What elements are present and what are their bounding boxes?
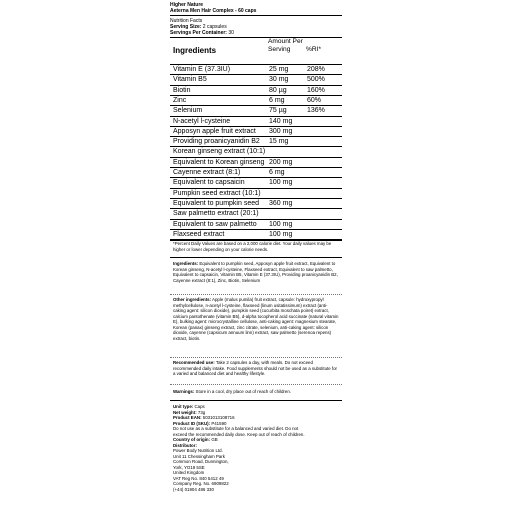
product-sku: Product ID (SKU): P41590 (173, 420, 227, 426)
nutrient-amount: 360 mg (269, 199, 293, 207)
nutrient-ri: 208% (307, 66, 325, 73)
nutrient-name: Vitamin E (37.3IU) (173, 66, 231, 73)
address-line: Power Body Nutrition Ltd. (173, 448, 223, 453)
nutrient-name: Korean ginseng extract (10:1) (173, 148, 266, 156)
nutrient-amount: 75 µg (269, 107, 287, 115)
nutrient-ri: 136% (307, 107, 325, 115)
nutrient-amount: 300 mg (269, 127, 293, 135)
nutrient-name: Equivalent to capsaicin (173, 179, 245, 187)
row-divider (170, 146, 342, 147)
row-divider (170, 95, 342, 96)
nutrient-amount: 30 mg (269, 76, 289, 84)
address-line: York, YO19 5SE (173, 464, 205, 470)
recommended-use-text: Recommended use: Take 2 capsules a day, with meals. Do not exceed recommended daily intake. Food supplements should not be used as a substitute for a varied and balanced diet and healthy lifestyle. (173, 360, 338, 376)
row-divider (170, 74, 342, 75)
nutrient-amount: 100 mg (269, 220, 293, 228)
net-weight: Net weight: 73g (173, 409, 206, 415)
divider (170, 357, 342, 358)
supplement-facts-panel (170, 0, 342, 510)
nutrient-name: Selenium (173, 107, 203, 115)
nutrient-amount: 25 mg (269, 66, 289, 73)
nutrient-name: Pumpkin seed extract (10:1) (173, 189, 261, 197)
row-divider (170, 116, 342, 117)
nutrient-amount: 100 mg (269, 179, 293, 187)
row-divider (170, 157, 342, 158)
nutrient-amount: 6 mg (269, 96, 285, 104)
country-of-origin: Country of origin: GB (173, 437, 218, 442)
row-divider (170, 136, 342, 137)
row-divider (170, 167, 342, 168)
nutrient-name: Cayenne extract (8:1) (173, 169, 241, 176)
row-divider (170, 126, 342, 127)
footnote-rule (170, 257, 342, 258)
address-line: Company Reg. No. 6909822 (173, 481, 229, 486)
column-ri: %RI* (306, 46, 322, 53)
row-divider (170, 177, 342, 178)
product-name: Aeterna Men Hair Complex - 60 caps (170, 8, 257, 14)
product-info (173, 404, 339, 492)
row-divider (170, 64, 342, 65)
nutrient-name: Saw palmetto extract (20:1) (173, 210, 259, 218)
ingredients-text: Ingredients: Equivalent to pumpkin seed, Apposyn apple fruit extract, Equivalent to Korean ginseng, N-acetyl l-cysteine, Flaxseed extract, Equivalent to saw palmetto, Equivalent to capsaicin, Vitamin B5, Vitamin E (37.3IU), Providing proanicyanidin B2, Cayenne extract (8:1), Zinc, Biotin, Selenium (173, 261, 338, 283)
divider (170, 384, 342, 385)
nutrient-amount: 15 mg (269, 138, 289, 146)
footnote: *Percent Daily Values are based on a 2,000 calorie diet. Your daily values may be higher or lower depending on your calorie needs. (173, 241, 332, 252)
address-line: United Kingdom (173, 470, 205, 475)
row-divider (170, 198, 342, 199)
row-divider (170, 219, 342, 220)
nutrient-name: Equivalent to pumpkin seed (173, 199, 259, 207)
address-line: VAT Reg No. 840 5412 49 (173, 475, 224, 481)
header-rule (170, 15, 342, 16)
facts-title: Nutrition Facts (170, 18, 203, 24)
nutrient-amount: 140 mg (269, 117, 293, 125)
address-line: Unit 11 Chessingham Park (173, 453, 225, 459)
nutrient-name: N-acetyl l-cysteine (173, 117, 231, 125)
nutrient-name: Biotin (173, 86, 191, 94)
row-divider (170, 208, 342, 209)
nutrient-name: Flaxseed extract (173, 230, 225, 238)
nutrient-name: Apposyn apple fruit extract (173, 127, 256, 135)
usage-note: Do not use as a substitute for a balanced and varied diet. Do not (173, 426, 299, 431)
other-ingredients-text: Other ingredients: Apple (malus pumila) fruit extract, capsule: hydroxypropyl methylcellulose, n-acetyl l-cysteine, flaxseed (linum usitatissimum) extract (anti-caking agent: silicon dioxide), pumpkin seed (cucurbita moschata poiret) extract, calcium pantothenate (vitamin B5), d-alpha tocopherol acid succinate (natural vitamin E), bulking agent: microcrystalline cellulose, anti-caking agent: magnesium stearate, Korean (panax) ginseng extract, zinc citrate, selenium, anti-caking agent: silicon dioxide, cayenne (capsicum annuum linn) extract, saw palmetto (serenoa repens) extract, biotin. (173, 297, 339, 341)
address-line: Common Road, Dunnington, (173, 459, 229, 464)
nutrient-name: Equivalent to saw palmetto (173, 220, 257, 228)
serving-size: Serving Size: 2 capsules (170, 24, 227, 30)
address-line: (+44) 01904 486 330 (173, 486, 214, 492)
table-header (170, 38, 342, 64)
product-ean: Product EAN: 5031013108716 (173, 415, 235, 420)
usage-note: exceed the recommended daily dose. Keep out of reach of children. (173, 431, 305, 437)
distributor-address (173, 448, 339, 492)
column-amount: Amount Per Serving (268, 38, 303, 53)
nutrient-name: Providing proanicyanidin B2 (173, 138, 260, 146)
row-divider (170, 105, 342, 106)
nutrient-amount: 200 mg (269, 158, 293, 166)
warnings-text: Warnings: Store in a cool, dry place out of reach of children. (173, 389, 291, 394)
nutrient-ri: 500% (307, 76, 325, 84)
warnings-rule (170, 400, 342, 401)
nutrient-amount: 100 mg (269, 230, 293, 238)
servings-per-container: Servings Per Container: 30 (170, 30, 234, 36)
nutrient-amount: 80 µg (269, 86, 287, 94)
nutrient-ri: 60% (307, 96, 322, 104)
divider (170, 294, 342, 295)
row-divider (170, 85, 342, 86)
brand-name: Higher Nature (170, 2, 204, 8)
column-ingredients: Ingredients (173, 46, 217, 55)
nutrient-ri: 160% (307, 86, 325, 94)
nutrient-name: Vitamin B5 (173, 76, 207, 84)
nutrient-name: Zinc (173, 96, 187, 104)
row-divider (170, 188, 342, 189)
distributor-label: Distributor: (173, 442, 197, 448)
row-divider (170, 229, 342, 230)
nutrient-amount: 6 mg (269, 169, 285, 176)
unit-type: Unit type: Caps (173, 404, 205, 409)
nutrient-name: Equivalent to Korean ginseng (173, 158, 265, 166)
